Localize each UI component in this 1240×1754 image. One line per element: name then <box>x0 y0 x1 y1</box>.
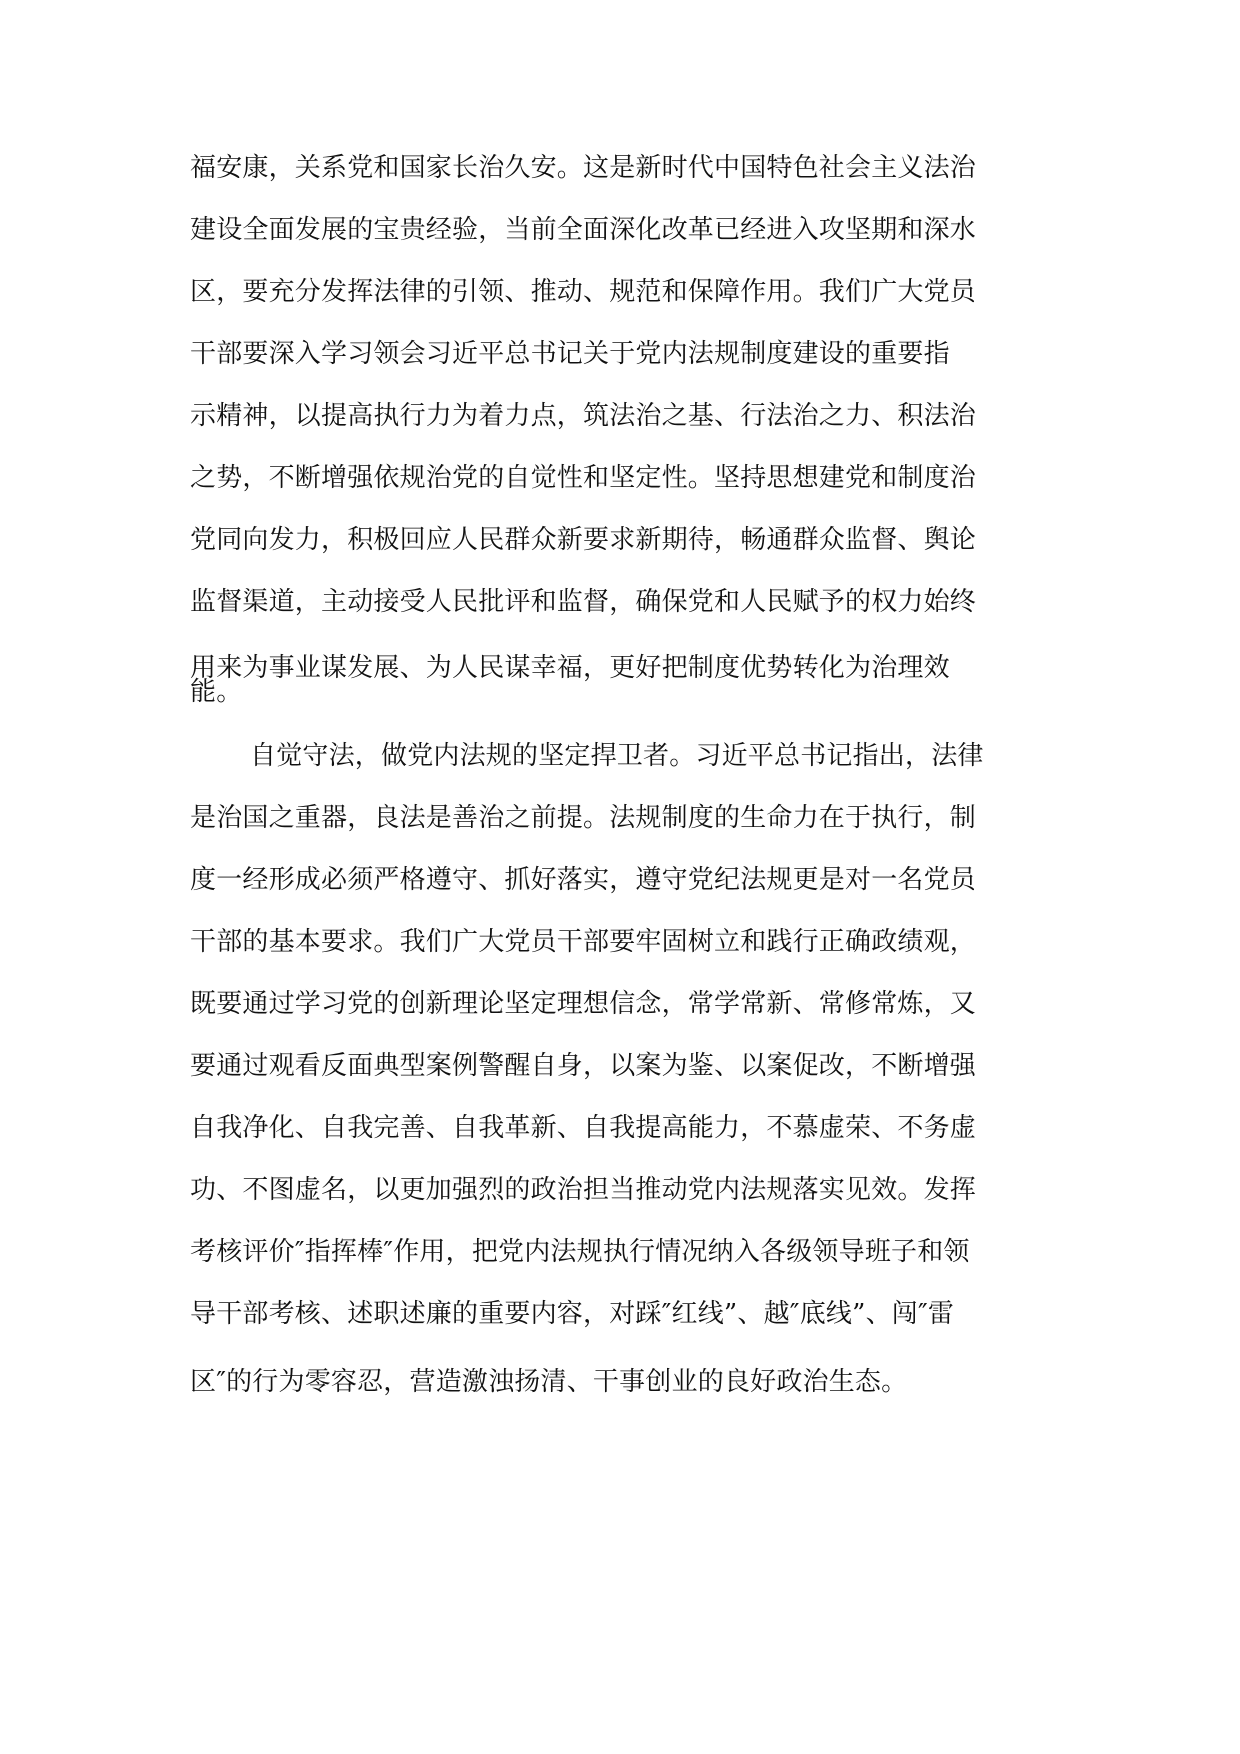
paragraph-1-line-8: 监督渠道，主动接受人民批评和监督，确保党和人民赋予的权力始终 <box>190 587 977 617</box>
paragraph-2-line-5: 既要通过学习党的创新理论坚定理想信念，常学常新、常修常炼，又 <box>190 989 977 1019</box>
paragraph-1-line-4: 干部要深入学习领会习近平总书记关于党内法规制度建设的重要指 <box>190 339 950 369</box>
paragraph-1-line-7: 党同向发力，积极回应人民群众新要求新期待，畅通群众监督、舆论 <box>190 525 977 555</box>
paragraph-2-line-3: 度一经形成必须严格遵守、抓好落实，遵守党纪法规更是对一名党员 <box>190 865 977 895</box>
paragraph-1-line-6: 之势，不断增强依规治党的自觉性和坚定性。坚持思想建党和制度治 <box>190 463 977 493</box>
paragraph-1-line-9: 用来为事业谋发展、为人民谋幸福，更好把制度优势转化为治理效 <box>190 653 950 683</box>
paragraph-1-line-10: 能。 <box>190 677 243 707</box>
paragraph-2-line-6: 要通过观看反面典型案例警醒自身，以案为鉴、以案促改，不断增强 <box>190 1051 977 1081</box>
paragraph-1-line-1: 福安康，关系党和国家长治久安。这是新时代中国特色社会主义法治 <box>190 153 977 183</box>
paragraph-1-line-2: 建设全面发展的宝贵经验，当前全面深化改革已经进入攻坚期和深水 <box>190 215 977 245</box>
paragraph-1-line-3: 区，要充分发挥法律的引领、推动、规范和保障作用。我们广大党员 <box>190 277 977 307</box>
paragraph-2-line-8: 功、不图虚名，以更加强烈的政治担当推动党内法规落实见效。发挥 <box>190 1175 977 1205</box>
paragraph-1-line-5: 示精神，以提高执行力为着力点，筑法治之基、行法治之力、积法治 <box>190 401 977 431</box>
paragraph-2-line-1: 自觉守法，做党内法规的坚定捍卫者。习近平总书记指出，法律 <box>250 741 984 771</box>
paragraph-2-line-11: 区″的行为零容忍，营造激浊扬清、干事创业的良好政治生态。 <box>190 1367 908 1397</box>
paragraph-2-line-7: 自我净化、自我完善、自我革新、自我提高能力，不慕虚荣、不务虚 <box>190 1113 977 1143</box>
paragraph-2-line-2: 是治国之重器，良法是善治之前提。法规制度的生命力在于执行，制 <box>190 803 977 833</box>
paragraph-2-line-9: 考核评价″指挥棒″作用，把党内法规执行情况纳入各级领导班子和领 <box>190 1237 970 1267</box>
paragraph-2-line-4: 干部的基本要求。我们广大党员干部要牢固树立和践行正确政绩观， <box>190 927 977 957</box>
paragraph-2-line-10: 导干部考核、述职述廉的重要内容，对踩″红线”、越″底线”、闯″雷 <box>190 1299 955 1329</box>
